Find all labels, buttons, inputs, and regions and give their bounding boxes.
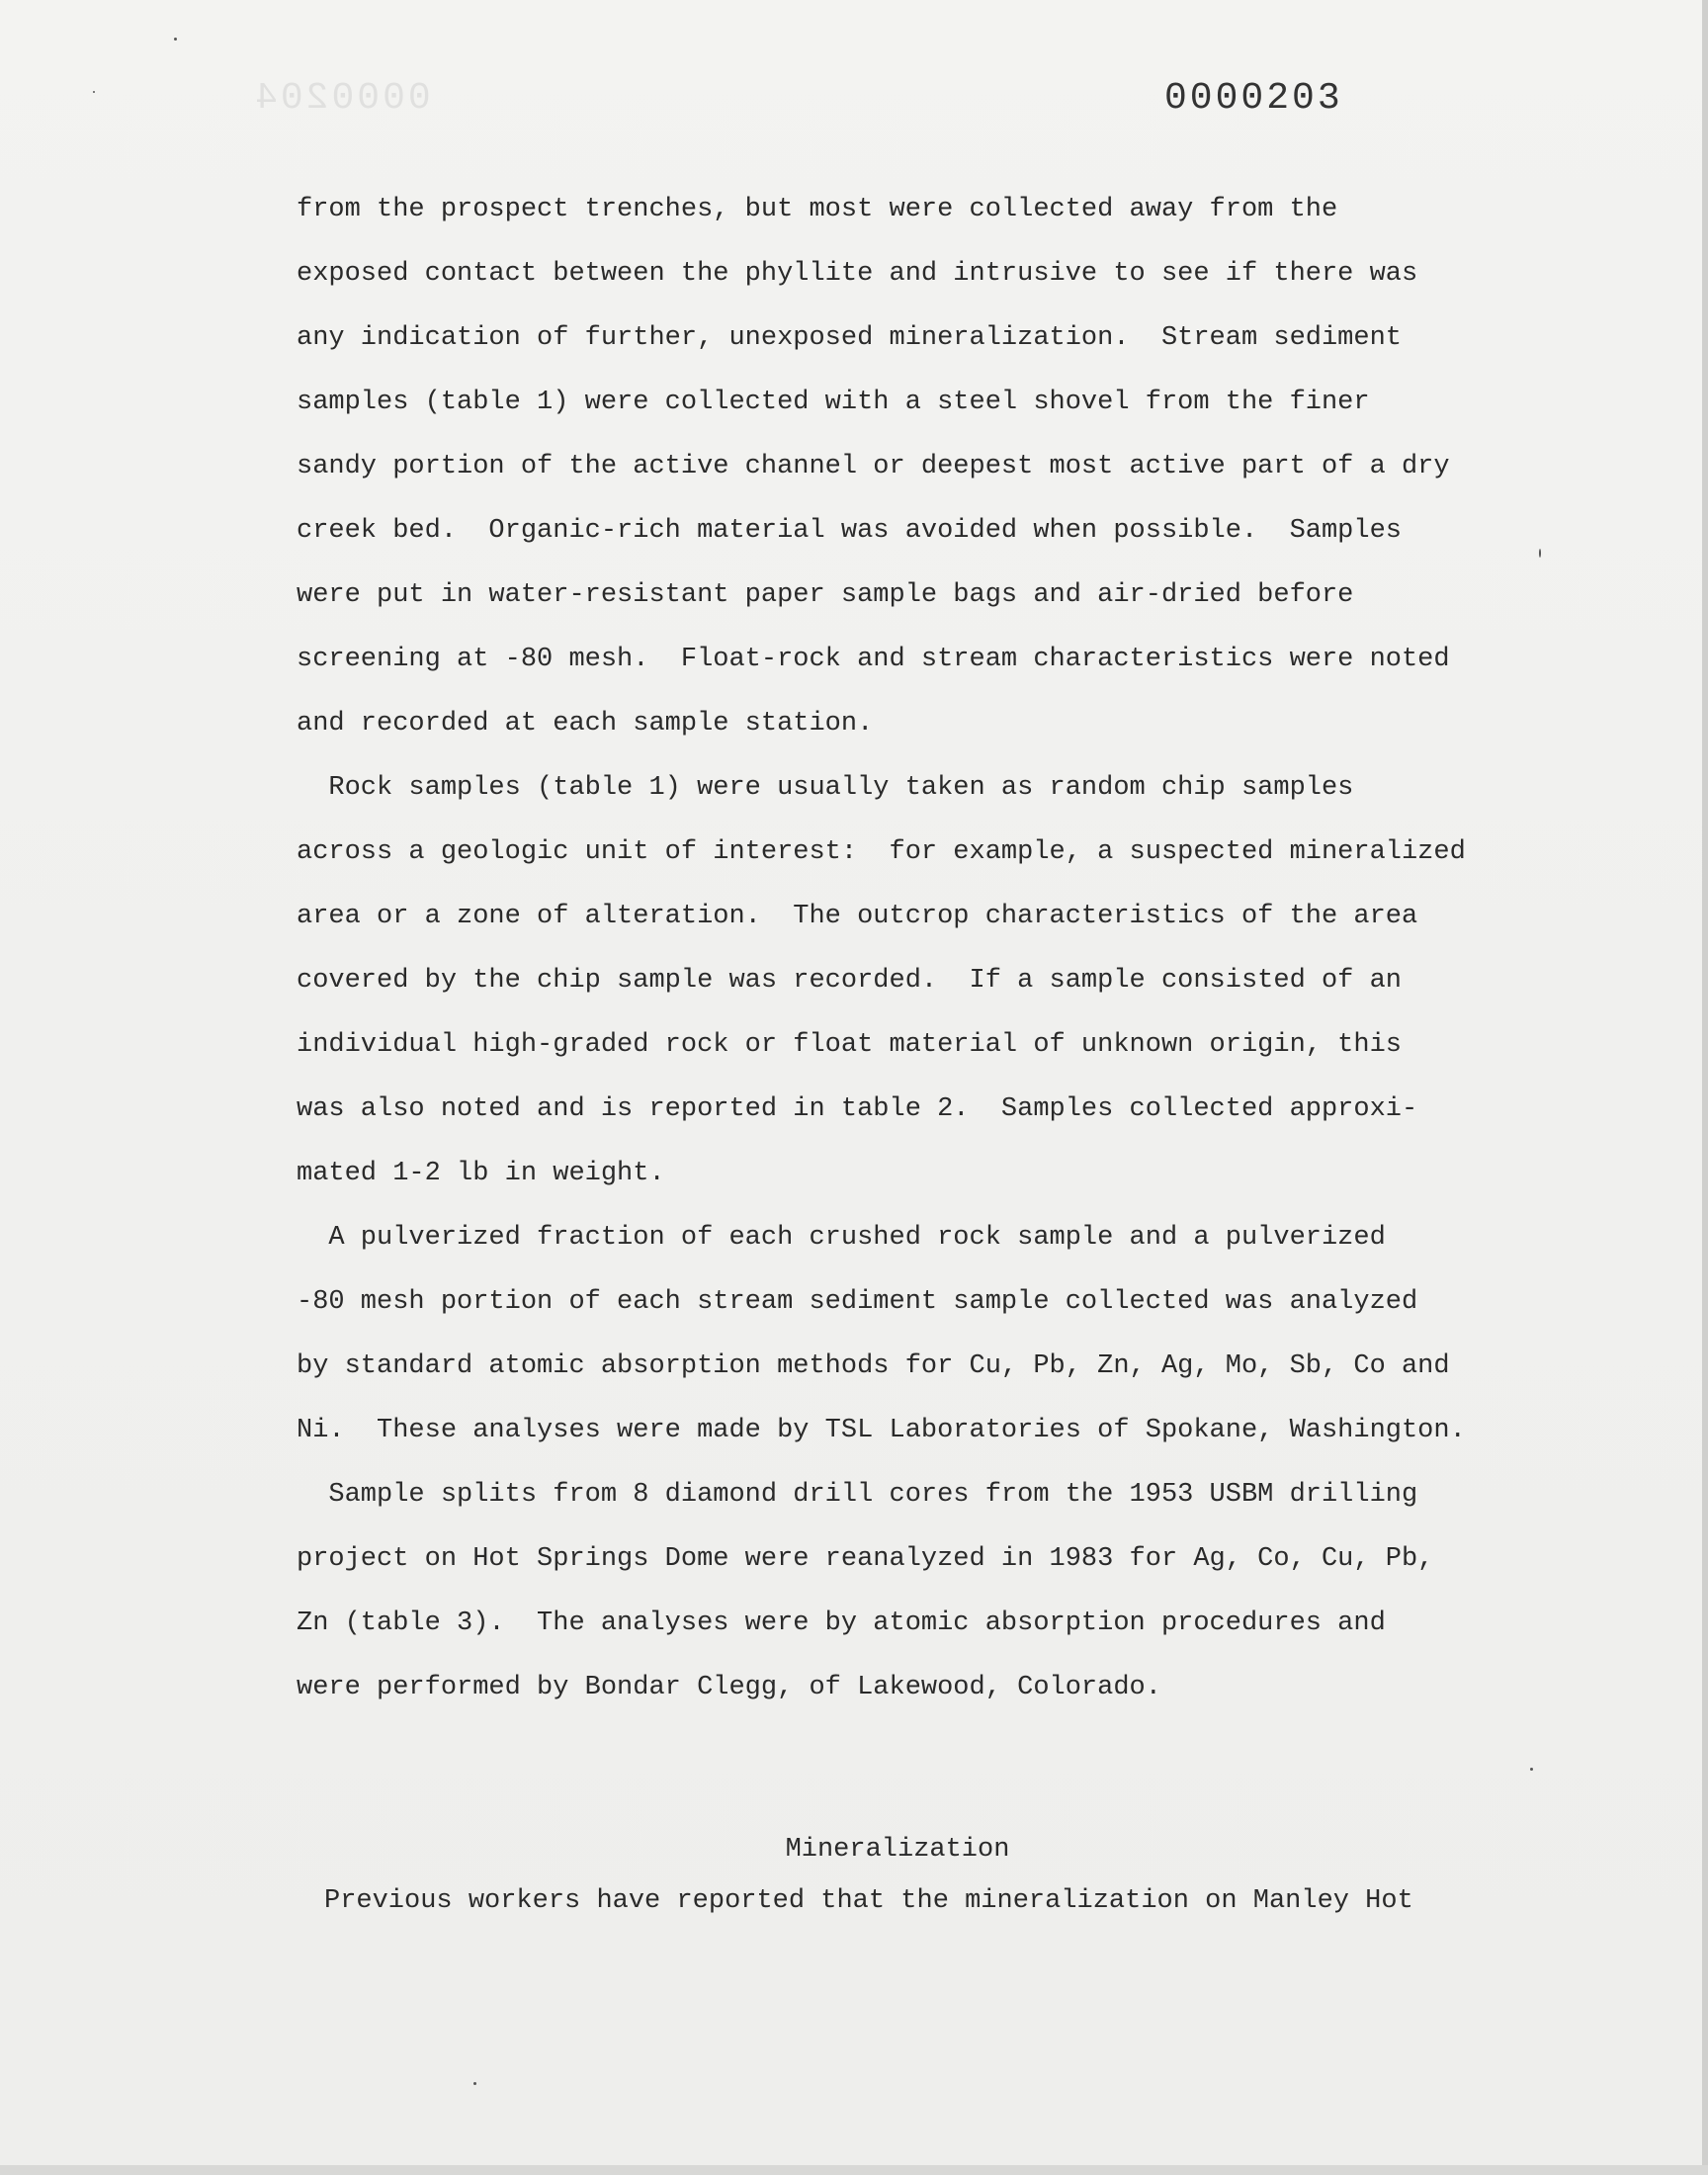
page-edge-bottom (0, 2165, 1708, 2175)
scan-speck (473, 2082, 476, 2085)
paragraph (297, 1463, 1532, 1720)
text-line: Previous workers have reported that the mineralization on Manley Hot (324, 1886, 1413, 1916)
paragraph (297, 1206, 1532, 1463)
text-line: Rock samples (table 1) were usually taken as random chip samples (297, 773, 1354, 803)
text-line: mated 1-2 lb in weight. (297, 1159, 665, 1188)
section-heading: Mineralization (785, 1835, 1010, 1865)
text-line: creek bed. Organic-rich material was avoided when possible. Samples (297, 516, 1402, 546)
text-line: area or a zone of alteration. The outcrop characteristics of the area (297, 902, 1418, 931)
text-line: and recorded at each sample station. (297, 709, 874, 739)
text-line: samples (table 1) were collected with a steel shovel from the finer (297, 388, 1370, 417)
scan-speck (174, 38, 177, 41)
text-line: from the prospect trenches, but most were collected away from the (297, 195, 1338, 224)
page-number: 0000203 (1164, 77, 1343, 120)
scan-speck (93, 91, 95, 93)
text-line: A pulverized fraction of each crushed rock sample and a pulverized (297, 1223, 1386, 1253)
text-line: Sample splits from 8 diamond drill cores from the 1953 USBM drilling (297, 1480, 1418, 1510)
text-line: by standard atomic absorption methods for Cu, Pb, Zn, Ag, Mo, Sb, Co and (297, 1351, 1450, 1381)
body-text (297, 178, 1532, 1720)
paragraph (297, 756, 1532, 1206)
text-line: individual high-graded rock or float material of unknown origin, this (297, 1030, 1402, 1060)
text-line: was also noted and is reported in table 2. Samples collected approxi- (297, 1094, 1418, 1124)
text-line: across a geologic unit of interest: for example, a suspected mineralized (297, 837, 1466, 867)
text-line: were put in water-resistant paper sample bags and air-dried before (297, 580, 1354, 610)
text-line: exposed contact between the phyllite and intrusive to see if there was (297, 259, 1418, 289)
scan-speck (1530, 1768, 1533, 1771)
paragraph (297, 178, 1532, 756)
text-line: Ni. These analyses were made by TSL Laboratories of Spokane, Washington. (297, 1416, 1466, 1445)
text-line: sandy portion of the active channel or deepest most active part of a dry (297, 452, 1450, 481)
ghost-page-number: 0000204 (252, 77, 431, 120)
text-line: project on Hot Springs Dome were reanalyzed in 1983 for Ag, Co, Cu, Pb, (297, 1544, 1434, 1574)
scan-speck (1539, 549, 1541, 558)
text-line: Zn (table 3). The analyses were by atomic absorption procedures and (297, 1609, 1386, 1638)
text-line: covered by the chip sample was recorded. If a sample consisted of an (297, 966, 1402, 996)
text-line: -80 mesh portion of each stream sediment sample collected was analyzed (297, 1287, 1418, 1317)
text-line: were performed by Bondar Clegg, of Lakewood, Colorado. (297, 1673, 1161, 1702)
text-line: any indication of further, unexposed mineralization. Stream sediment (297, 323, 1402, 353)
text-line: screening at -80 mesh. Float-rock and stream characteristics were noted (297, 645, 1450, 674)
